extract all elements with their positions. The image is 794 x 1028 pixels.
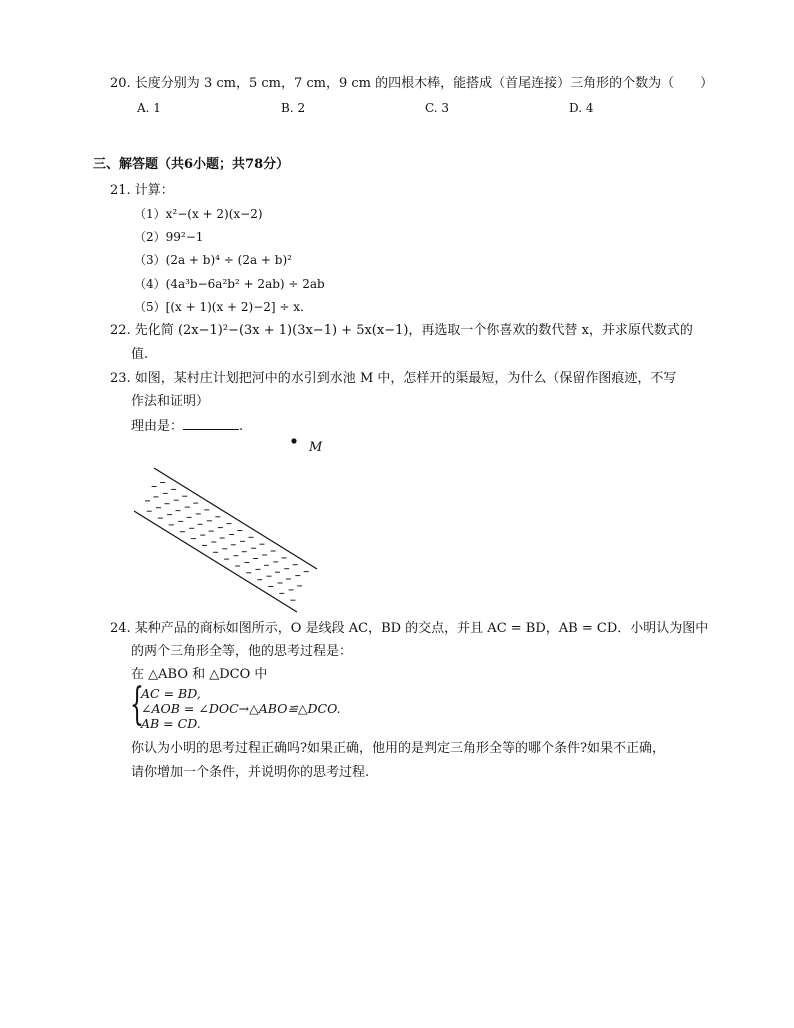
- q24-line-2: 的两个三角形全等，他的思考过程是：: [131, 644, 353, 659]
- q24-system-1: AC = BD,: [141, 686, 201, 701]
- q20-option-d: D. 4: [569, 101, 594, 115]
- answer-blank[interactable]: [183, 416, 239, 430]
- q24-line-4: 你认为小明的思考过程正确吗?如果正确，他用的是判定三角形全等的哪个条件?如果不正确，: [131, 741, 665, 756]
- q24-line-5: 请你增加一个条件，并说明你的思考过程.: [131, 765, 370, 780]
- q20-option-c: C. 3: [425, 101, 450, 115]
- q22-line-2: 值.: [131, 347, 149, 362]
- q21-item-2: （2）99²−1: [134, 230, 204, 244]
- q24-system-3: AB = CD.: [141, 716, 201, 731]
- pond-label-m: M: [309, 440, 323, 455]
- q24-system-2: ∠AOB = ∠DOC→△ABO≌△DCO.: [141, 701, 341, 716]
- q20-option-a: A. 1: [137, 101, 161, 115]
- q20-option-b: B. 2: [281, 101, 306, 115]
- pond-point-m: [291, 438, 296, 443]
- q21-item-3: （3）(2a + b)⁴ ÷ (2a + b)²: [134, 253, 292, 267]
- q23-line-1: 23. 如图，某村庄计划把河中的水引到水池 M 中，怎样开的渠最短，为什么（保留作图痕迹，不写: [110, 371, 677, 386]
- q24-line-1: 24. 某种产品的商标如图所示，O 是线段 AC，BD 的交点，并且 AC = BD，AB = CD．小明认为图中: [110, 621, 709, 636]
- section-heading: 三、解答题（共6小题；共78分）: [93, 157, 290, 172]
- q23-reason-label: 理由是：: [131, 419, 184, 434]
- q22-line-1: 22. 先化简 (2x−1)²−(3x + 1)(3x−1) + 5x(x−1)，再选取一个你喜欢的数代替 x，并求原代数式的: [110, 323, 693, 338]
- q20-stem: 20. 长度分别为 3 cm，5 cm，7 cm，9 cm 的四根木棒，能搭成（首尾连接）三角形的个数为（ ）: [110, 76, 714, 91]
- river-bank-lower: [134, 511, 297, 612]
- equation-brace: {: [130, 679, 144, 730]
- q21-item-1: （1）x²−(x + 2)(x−2): [134, 207, 263, 221]
- q23-line-2: 作法和证明）: [131, 394, 210, 409]
- river-bank-upper: [154, 468, 317, 569]
- q21-stem: 21. 计算：: [110, 183, 174, 198]
- q21-item-5: （5）[(x + 1)(x + 2)−2] ÷ x.: [134, 300, 304, 314]
- q23-reason-end: .: [239, 419, 244, 434]
- q24-line-3: 在 △ABO 和 △DCO 中: [131, 667, 268, 682]
- river-figure: [125, 430, 345, 620]
- water-hatching: [145, 483, 309, 601]
- q21-item-4: （4）(4a³b−6a²b² + 2ab) ÷ 2ab: [134, 277, 325, 291]
